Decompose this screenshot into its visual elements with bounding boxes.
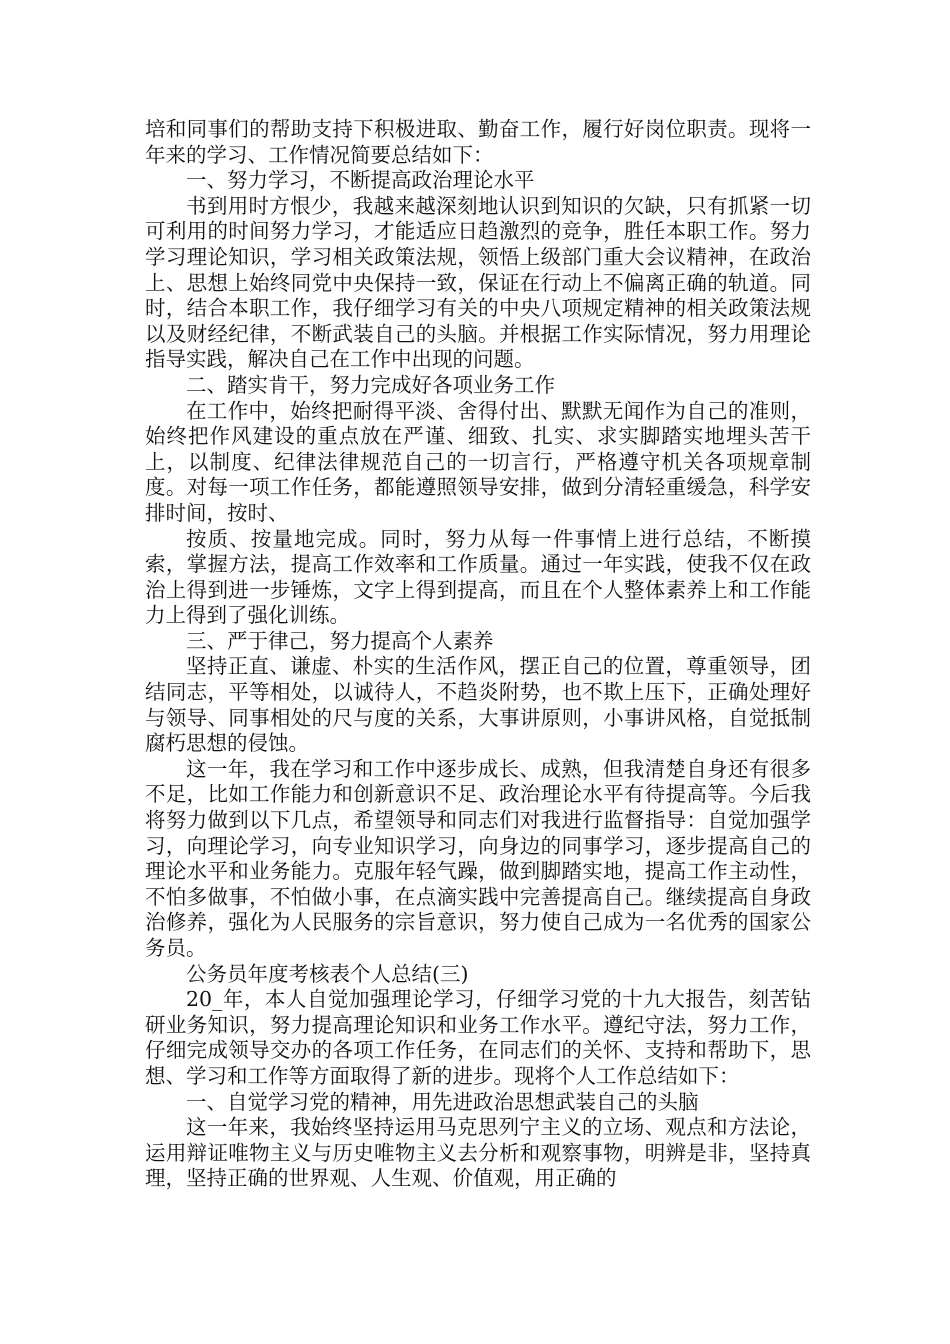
section-heading-4: 一、自觉学习党的精神，用先进政治思想武装自己的头脑 bbox=[186, 1089, 699, 1114]
paragraph: 20_年，本人自觉加强理论学习，仔细学习党的十九大报告，刻苦钻研业务知识，努力提高理论知识和业务工作水平。遵纪守法，努力工作，仔细完成领导交办的各项工作任务，在同志们的关怀、支持和帮助下，思想、学习和工作等方面取得了新的进步。现将个人工作总结如下： bbox=[145, 987, 811, 1088]
paragraph: 这一年，我在学习和工作中逐步成长、成熟，但我清楚自身还有很多不足，比如工作能力和创新意识不足、政治理论水平有待提高等。今后我将努力做到以下几点，希望领导和同志们对我进行监督指导：自觉加强学习，向理论学习，向专业知识学习，向身边的同事学习，逐步提高自己的理论水平和业务能力。克服年轻气躁，做到脚踏实地，提高工作主动性，不怕多做事，不怕做小事，在点滴实践中完善提高自己。继续提高自身政治修养，强化为人民服务的宗旨意识，努力使自己成为一名优秀的国家公务员。 bbox=[145, 756, 811, 960]
paragraph: 坚持正直、谦虚、朴实的生活作风，摆正自己的位置，尊重领导，团结同志，平等相处，以诚待人，不趋炎附势，也不欺上压下，正确处理好与领导、同事相处的尺与度的关系，大事讲原则，小事讲风格，自觉抵制腐朽思想的侵蚀。 bbox=[145, 654, 811, 756]
paragraph: 按质、按量地完成。同时，努力从每一件事情上进行总结，不断摸索，掌握方法，提高工作效率和工作质量。通过一年实践，使我不仅在政治上得到进一步锤炼，文字上得到提高，而且在个人整体素养上和工作能力上得到了强化训练。 bbox=[145, 526, 811, 628]
document-page bbox=[145, 117, 811, 1192]
section-heading-1: 一、努力学习，不断提高政治理论水平 bbox=[186, 168, 535, 193]
section-heading-3: 三、严于律己，努力提高个人素养 bbox=[186, 628, 494, 653]
paragraph: 书到用时方恨少，我越来越深刻地认识到知识的欠缺，只有抓紧一切可利用的时间努力学习，才能适应日趋激烈的竞争，胜任本职工作。努力学习理论知识，学习相关政策法规，领悟上级部门重大会议精神，在政治上、思想上始终同党中央保持一致，保证在行动上不偏离正确的轨道。同时，结合本职工作，我仔细学习有关的中央八项规定精神的相关政策法规以及财经纪律，不断武装自己的头脑。并根据工作实际情况，努力用理论指导实践，解决自己在工作中出现的问题。 bbox=[145, 193, 811, 372]
paragraph: 在工作中，始终把耐得平淡、舍得付出、默默无闻作为自己的准则，始终把作风建设的重点放在严谨、细致、扎实、求实脚踏实地埋头苦干上，以制度、纪律法律规范自己的一切言行，严格遵守机关各项规章制度。对每一项工作任务，都能遵照领导安排，做到分清轻重缓急，科学安排时间，按时、 bbox=[145, 398, 811, 525]
paragraph-continuation: 培和同事们的帮助支持下积极进取、勤奋工作，履行好岗位职责。现将一年来的学习、工作情况简要总结如下： bbox=[145, 117, 811, 167]
paragraph: 这一年来，我始终坚持运用马克思列宁主义的立场、观点和方法论，运用辩证唯物主义与历史唯物主义去分析和观察事物，明辨是非，坚持真理，坚持正确的世界观、人生观、价值观，用正确的 bbox=[145, 1115, 811, 1191]
document-subtitle: 公务员年度考核表个人总结(三) bbox=[186, 961, 469, 986]
section-heading-2: 二、踏实肯干，努力完成好各项业务工作 bbox=[186, 372, 555, 397]
